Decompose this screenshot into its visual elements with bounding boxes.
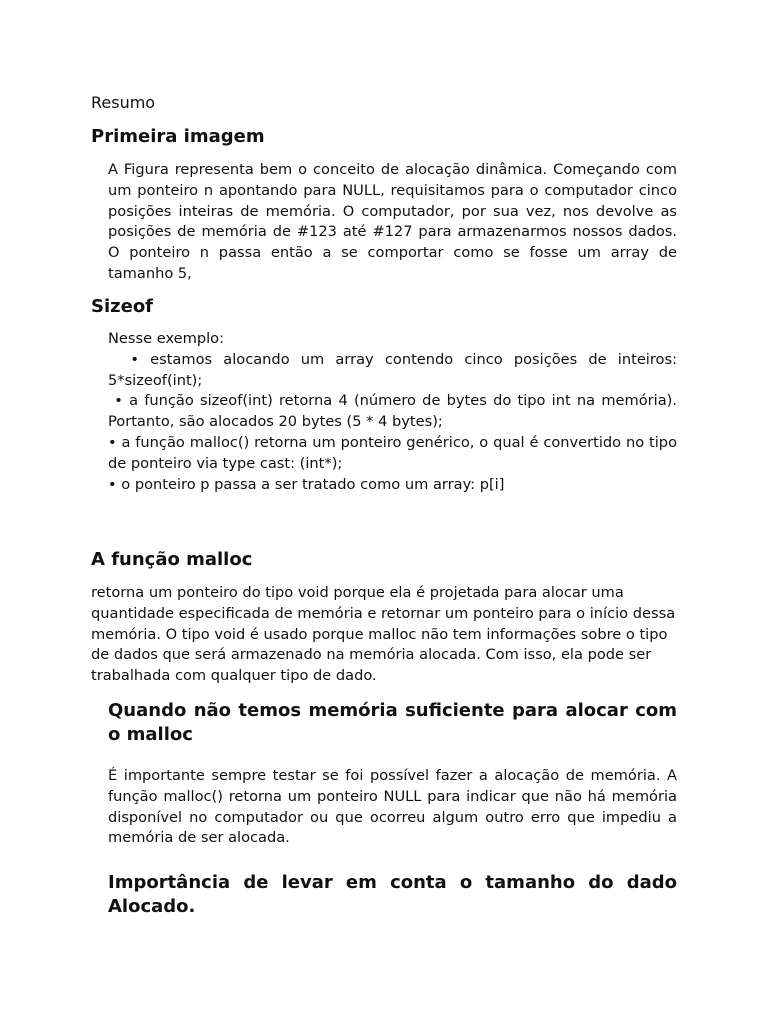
sizeof-intro: Nesse exemplo: — [108, 330, 224, 347]
heading-memoria-insuficiente: Quando não temos memória suficiente para alocar com o malloc — [108, 700, 677, 745]
sizeof-bullet-4: • o ponteiro p passa a ser tratado como um array: p[i] — [108, 475, 505, 493]
document-title: Resumo — [91, 93, 156, 112]
sizeof-bullet-3: • a função malloc() retorna um ponteiro genérico, o qual é convertido no tipo de ponteiro via type cast: (int*); — [108, 433, 677, 472]
heading-primeira-imagem: Primeira imagem — [91, 126, 265, 147]
paragraph-sizeof — [108, 329, 682, 495]
sizeof-bullet-1: • estamos alocando um array contendo cinco posições de inteiros: 5*sizeof(int); — [108, 350, 682, 389]
heading-funcao-malloc: A função malloc — [91, 549, 253, 570]
heading-sizeof: Sizeof — [91, 296, 154, 317]
heading-importancia-tamanho: Importância de levar em conta o tamanho do dado Alocado. — [108, 872, 677, 917]
sizeof-bullet-2: • a função sizeof(int) retorna 4 (número de bytes do tipo int na memória). Portanto, são alocados 20 bytes (5 * 4 bytes); — [108, 392, 682, 431]
paragraph-funcao-malloc: retorna um ponteiro do tipo void porque ela é projetada para alocar uma quantidade especificada de memória e retornar um ponteiro para o início dessa memória. O tipo void é usado porque malloc não tem informações sobre o tipo de dados que será armazenado na memória alocada. Com isso, ela pode ser trabalhada com qualquer tipo de dado. — [91, 584, 676, 685]
paragraph-primeira-imagem: A Figura representa bem o conceito de alocação dinâmica. Começando com um ponteiro n apontando para NULL, requisitamos para o computador cinco posições inteiras de memória. O computador, por sua vez, nos devolve as posições de memória de #123 até #127 para armazenarmos nossos dados. O ponteiro n passa então a se comportar como se fosse um array de tamanho 5, — [108, 161, 677, 282]
paragraph-memoria-insuficiente: É importante sempre testar se foi possível fazer a alocação de memória. A função malloc() retorna um ponteiro NULL para indicar que não há memória disponível no computador ou que ocorreu algum outro erro que impediu a memória de ser alocada. — [108, 767, 677, 847]
